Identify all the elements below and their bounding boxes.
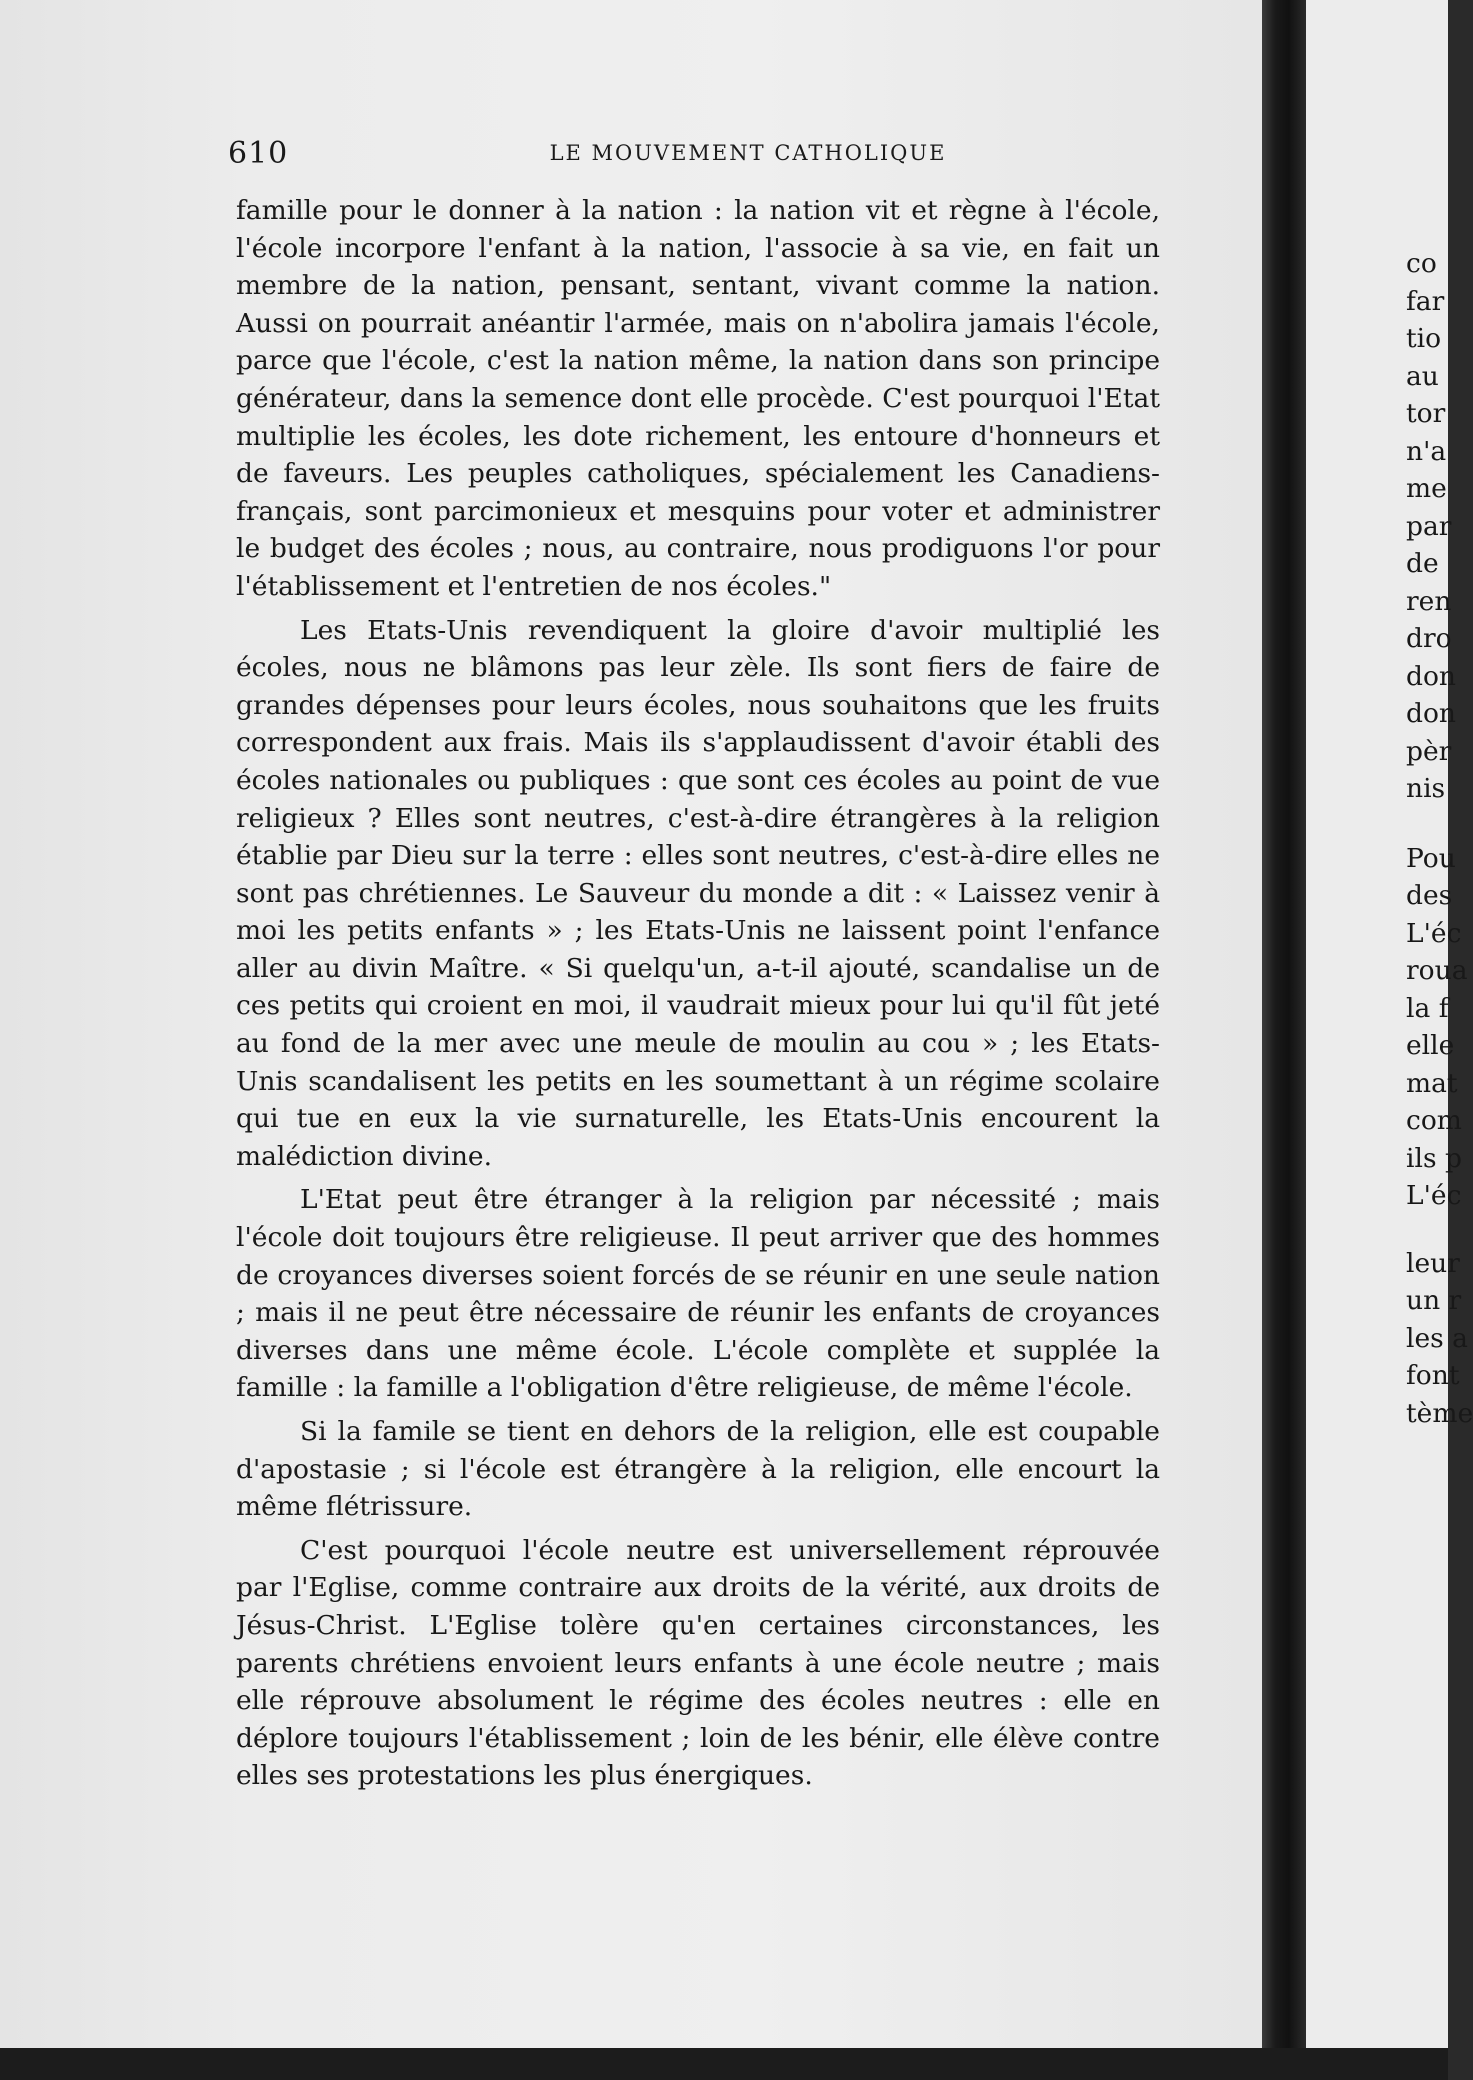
facing-line: me — [1406, 473, 1447, 504]
facing-line: les a — [1406, 1322, 1468, 1354]
facing-line: com — [1406, 1105, 1462, 1136]
running-title: LE MOUVEMENT CATHOLIQUE — [549, 141, 947, 165]
page-number: 610 — [228, 136, 289, 171]
scan-bottom-edge — [0, 2048, 1448, 2080]
page-header — [228, 136, 1158, 176]
facing-line: L'éc — [1406, 1180, 1462, 1211]
facing-line: L'éc — [1406, 917, 1462, 949]
paragraph-2: Les Etats-Unis revendiquent la gloire d'avoir multiplié les écoles, nous ne blâmons pas leur zèle. Ils sont fiers de faire de grandes dépenses pour leurs écoles, nous souhaitons que les fruits correspondent aux frais. Mais ils s'applaudissent d'avoir établi des écoles nationales ou publiques : que sont ces écoles au point de vue religieux ? Elles sont neutres, c'est-à-dire étrangères à la religion établie par Dieu sur la terre : elles sont neutres, c'est-à-dire elles ne sont pas chrétiennes. Le Sauveur du monde a dit : « Laissez venir à moi les petits enfants » ; les Etats-Unis ne laissent point l'enfance aller au divin Maître. « Si quelqu'un, a-t-il ajouté, scandalise un de ces petits qui croient en moi, il vaudrait mieux pour lui qu'il fût jeté au fond de la mer avec une meule de moulin au cou » ; les Etats-Unis scandalisent les petits en les soumettant à un régime scolaire qui tue en eux la vie surnaturelle, les Etats-Unis encourent la malédiction divine. — [236, 614, 1160, 1172]
facing-line: pèr — [1406, 735, 1452, 767]
facing-line: ils p — [1406, 1142, 1462, 1174]
facing-line: leur — [1406, 1247, 1460, 1279]
body-text — [236, 192, 1160, 1801]
facing-line: ren — [1406, 585, 1452, 617]
facing-line: de — [1406, 548, 1439, 579]
facing-line: font — [1406, 1360, 1460, 1391]
facing-line: elle — [1406, 1030, 1455, 1061]
facing-line: roua — [1406, 955, 1468, 986]
facing-line: au — [1406, 360, 1439, 392]
facing-line: n'a — [1406, 435, 1447, 467]
facing-line: nis — [1406, 773, 1446, 804]
facing-line: par — [1406, 510, 1452, 542]
facing-line: dro — [1406, 623, 1452, 654]
facing-line: mat — [1406, 1067, 1458, 1099]
book-gutter — [1262, 0, 1306, 2080]
facing-line: co — [1406, 248, 1437, 279]
line-gap — [1406, 808, 1473, 840]
facing-line: tème — [1406, 1397, 1473, 1429]
facing-line: un r — [1406, 1285, 1462, 1316]
facing-page — [1306, 0, 1473, 2050]
facing-line: don — [1406, 660, 1456, 692]
paragraph-1: famille pour le donner à la nation : la nation vit et règne à l'école, l'école incorpore l'enfant à la nation, l'associe à sa vie, en fait un membre de la nation, pensant, sentant, vivant comme la nation. Aussi on pourrait anéantir l'armée, mais on n'abolira jamais l'école, parce que l'école, c'est la nation même, la nation dans son principe générateur, dans la semence dont elle procède. C'est pourquoi l'Etat multiplie les écoles, les dote richement, les entoure d'honneurs et de faveurs. Les peuples catholiques, spécialement les Canadiens-français, sont parcimonieux et mesquins pour voter et administrer le budget des écoles ; nous, au contraire, nous prodiguons l'or pour l'établissement et l'entretien de nos écoles." — [236, 195, 1160, 602]
facing-line: des — [1406, 880, 1453, 911]
facing-line: Pou — [1406, 842, 1456, 874]
paragraph-4: Si la famile se tient en dehors de la religion, elle est coupable d'apostasie ; si l'école est étrangère à la religion, elle encourt la même flétrissure. — [236, 1416, 1160, 1523]
paragraph-3: L'Etat peut être étranger à la religion par nécessité ; mais l'école doit toujours être religieuse. Il peut arriver que des hommes de croyances diverses soient forcés de se réunir en une seule nation ; mais il ne peut être nécessaire de réunir les enfants de croyances diverses dans une même école. L'école complète et supplée la famille : la famille a l'obligation d'être religieuse, de même l'école. — [236, 1184, 1160, 1404]
facing-line: far — [1406, 285, 1445, 317]
paragraph-5: C'est pourquoi l'école neutre est universellement réprouvée par l'Eglise, comme contraire aux droits de la vérité, aux droits de Jésus-Christ. L'Eglise tolère qu'en certaines circonstances, les parents chrétiens envoient leurs enfants à une école neutre ; mais elle réprouve absolument le régime des écoles neutres : elle en déplore toujours l'établissement ; loin de les bénir, elle élève contre elles ses protestations les plus énergiques. — [236, 1534, 1160, 1792]
line-gap — [1406, 1215, 1473, 1245]
facing-line: tio — [1406, 323, 1442, 354]
facing-line: la f — [1406, 992, 1449, 1024]
facing-page-text — [1406, 245, 1473, 1432]
facing-line: don — [1406, 698, 1456, 729]
facing-line: tor — [1406, 398, 1446, 429]
